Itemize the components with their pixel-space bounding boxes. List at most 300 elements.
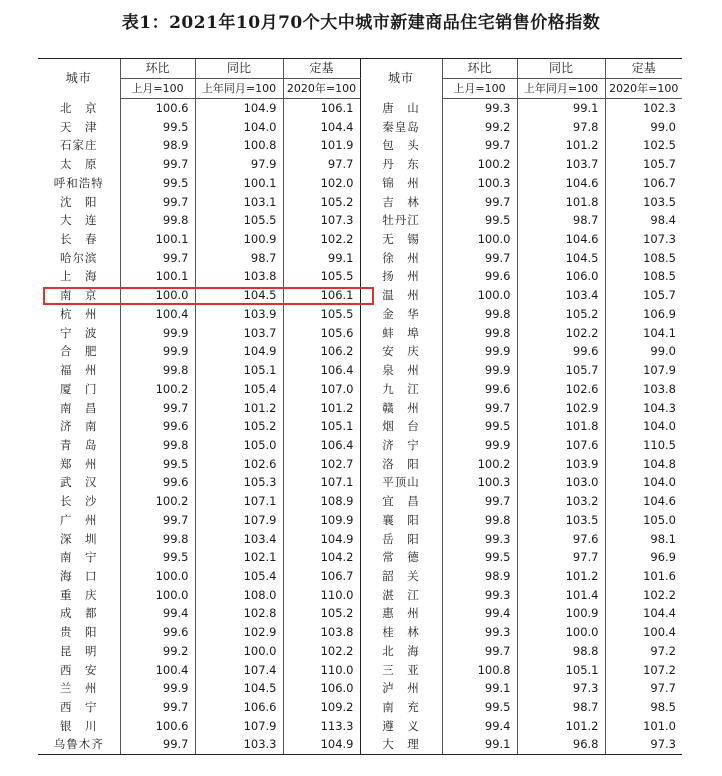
left-yoy-cell: 98.7	[195, 249, 283, 268]
left-fixed-cell: 105.5	[283, 305, 360, 324]
right-city-cell: 北 海	[360, 642, 442, 661]
left-fixed-cell: 97.7	[283, 155, 360, 174]
right-city-cell: 锦 州	[360, 174, 442, 193]
left-city-cell: 长 沙	[60, 494, 98, 509]
left-fixed-cell: 102.2	[283, 642, 360, 661]
right-mom-cell: 99.4	[442, 717, 517, 736]
right-yoy-cell: 103.5	[517, 511, 605, 530]
table-row	[38, 249, 682, 268]
right-fixed-cell: 104.4	[605, 604, 682, 623]
right-city-cell: 岳 阳	[360, 530, 442, 549]
left-yoy-cell: 107.1	[195, 492, 283, 511]
right-fixed-cell: 97.2	[605, 642, 682, 661]
header-mom: 环比	[442, 59, 517, 79]
right-fixed-cell: 98.5	[605, 698, 682, 717]
table-row	[38, 174, 682, 193]
left-fixed-cell: 108.9	[283, 492, 360, 511]
right-fixed-cell: 97.7	[605, 679, 682, 698]
left-mom-cell: 99.7	[120, 735, 195, 754]
right-city-cell: 济 宁	[360, 436, 442, 455]
left-fixed-cell: 105.5	[283, 267, 360, 286]
left-fixed-cell: 109.9	[283, 511, 360, 530]
left-city-cell: 南 京	[60, 288, 98, 303]
left-fixed-cell: 110.0	[283, 586, 360, 605]
left-mom-cell: 99.8	[120, 530, 195, 549]
table-row	[38, 417, 682, 436]
right-city-cell: 赣 州	[360, 399, 442, 418]
table-row	[38, 342, 682, 361]
right-fixed-cell: 101.6	[605, 567, 682, 586]
table-row	[38, 267, 682, 286]
right-fixed-cell: 98.1	[605, 530, 682, 549]
left-city-cell: 郑 州	[60, 456, 98, 471]
right-fixed-cell: 96.9	[605, 548, 682, 567]
left-fixed-cell: 105.2	[283, 604, 360, 623]
left-city-cell: 昆 明	[60, 643, 98, 658]
right-mom-cell: 99.6	[442, 267, 517, 286]
header-yoy-base: 上年同月=100	[517, 79, 605, 99]
header-fixed: 定基	[605, 59, 682, 79]
header-yoy-base: 上年同月=100	[195, 79, 283, 99]
left-city-cell: 海 口	[60, 568, 98, 583]
table-row	[38, 361, 682, 380]
right-city-cell: 徐 州	[360, 249, 442, 268]
right-yoy-cell: 100.9	[517, 604, 605, 623]
right-yoy-cell: 98.8	[517, 642, 605, 661]
left-mom-cell: 99.7	[120, 511, 195, 530]
right-fixed-cell: 103.8	[605, 380, 682, 399]
right-mom-cell: 99.1	[442, 679, 517, 698]
left-city-cell: 西 安	[60, 662, 98, 677]
left-yoy-cell: 97.9	[195, 155, 283, 174]
left-mom-cell: 99.8	[120, 436, 195, 455]
right-yoy-cell: 106.0	[517, 267, 605, 286]
right-yoy-cell: 97.7	[517, 548, 605, 567]
left-yoy-cell: 104.9	[195, 342, 283, 361]
left-fixed-cell: 106.1	[283, 99, 360, 118]
right-mom-cell: 99.7	[442, 492, 517, 511]
right-fixed-cell: 107.9	[605, 361, 682, 380]
right-city-cell: 泉 州	[360, 361, 442, 380]
right-city-cell: 温 州	[360, 286, 442, 305]
left-yoy-cell: 105.5	[195, 211, 283, 230]
table-row	[38, 286, 682, 305]
left-city-cell: 天 津	[60, 119, 98, 134]
header-fixed: 定基	[283, 59, 360, 79]
left-city-cell: 哈尔滨	[60, 250, 98, 265]
right-mom-cell: 100.8	[442, 661, 517, 680]
left-city-cell: 大 连	[60, 213, 98, 228]
right-yoy-cell: 101.8	[517, 417, 605, 436]
left-mom-cell: 100.0	[120, 567, 195, 586]
left-city-cell: 重 庆	[60, 587, 98, 602]
left-mom-cell: 99.9	[120, 342, 195, 361]
right-city-cell: 大 理	[360, 735, 442, 754]
table-row	[38, 586, 682, 605]
right-yoy-cell: 103.9	[517, 455, 605, 474]
left-yoy-cell: 105.0	[195, 436, 283, 455]
left-yoy-cell: 100.9	[195, 230, 283, 249]
left-yoy-cell: 104.5	[195, 286, 283, 305]
table-row	[38, 155, 682, 174]
left-fixed-cell: 113.3	[283, 717, 360, 736]
left-fixed-cell: 109.2	[283, 698, 360, 717]
right-city-cell: 安 庆	[360, 342, 442, 361]
left-yoy-cell: 100.1	[195, 174, 283, 193]
right-fixed-cell: 108.5	[605, 249, 682, 268]
table-row	[38, 99, 682, 118]
right-city-cell: 韶 关	[360, 567, 442, 586]
right-city-cell: 宜 昌	[360, 492, 442, 511]
right-fixed-cell: 105.7	[605, 286, 682, 305]
left-fixed-cell: 107.1	[283, 473, 360, 492]
right-city-cell: 秦皇岛	[360, 118, 442, 137]
left-mom-cell: 99.9	[120, 679, 195, 698]
left-mom-cell: 100.2	[120, 492, 195, 511]
right-fixed-cell: 104.3	[605, 399, 682, 418]
left-mom-cell: 99.4	[120, 604, 195, 623]
left-mom-cell: 99.6	[120, 473, 195, 492]
left-mom-cell: 99.5	[120, 174, 195, 193]
left-yoy-cell: 103.4	[195, 530, 283, 549]
left-mom-cell: 100.4	[120, 305, 195, 324]
table-row	[38, 230, 682, 249]
right-mom-cell: 99.3	[442, 586, 517, 605]
left-mom-cell: 99.7	[120, 249, 195, 268]
table-row	[38, 661, 682, 680]
left-fixed-cell: 106.4	[283, 436, 360, 455]
left-city-cell: 厦 门	[60, 381, 98, 396]
left-fixed-cell: 106.2	[283, 342, 360, 361]
left-city-cell: 长 春	[60, 232, 98, 247]
left-mom-cell: 99.9	[120, 324, 195, 343]
right-mom-cell: 99.3	[442, 530, 517, 549]
left-mom-cell: 99.7	[120, 698, 195, 717]
left-mom-cell: 98.9	[120, 136, 195, 155]
left-city-cell: 银 川	[60, 718, 98, 733]
header-city: 城市	[360, 59, 442, 99]
right-mom-cell: 98.9	[442, 567, 517, 586]
left-yoy-cell: 107.9	[195, 511, 283, 530]
left-mom-cell: 100.6	[120, 99, 195, 118]
left-city-cell: 南 昌	[60, 400, 98, 415]
right-city-cell: 平顶山	[360, 473, 442, 492]
right-city-cell: 湛 江	[360, 586, 442, 605]
right-yoy-cell: 103.0	[517, 473, 605, 492]
left-city-cell: 杭 州	[60, 306, 98, 321]
left-city-cell: 乌鲁木齐	[38, 735, 120, 754]
right-mom-cell: 100.0	[442, 230, 517, 249]
right-fixed-cell: 103.5	[605, 193, 682, 212]
price-index-table	[38, 58, 682, 755]
right-city-cell: 常 德	[360, 548, 442, 567]
table-row	[38, 399, 682, 418]
right-mom-cell: 99.9	[442, 361, 517, 380]
right-yoy-cell: 99.6	[517, 342, 605, 361]
left-city-cell: 合 肥	[60, 344, 98, 359]
right-city-cell: 烟 台	[360, 417, 442, 436]
right-mom-cell: 99.3	[442, 623, 517, 642]
table-row	[38, 455, 682, 474]
table-row	[38, 305, 682, 324]
header-mom: 环比	[120, 59, 195, 79]
left-mom-cell: 99.2	[120, 642, 195, 661]
right-fixed-cell: 108.5	[605, 267, 682, 286]
right-city-cell: 扬 州	[360, 267, 442, 286]
right-mom-cell: 99.9	[442, 436, 517, 455]
right-yoy-cell: 101.2	[517, 567, 605, 586]
right-mom-cell: 99.5	[442, 417, 517, 436]
right-fixed-cell: 107.3	[605, 230, 682, 249]
left-mom-cell: 99.6	[120, 417, 195, 436]
right-mom-cell: 99.1	[442, 735, 517, 754]
table-row	[38, 717, 682, 736]
right-fixed-cell: 104.8	[605, 455, 682, 474]
left-city-cell: 深 圳	[60, 531, 98, 546]
right-city-cell: 三 亚	[360, 661, 442, 680]
right-yoy-cell: 107.6	[517, 436, 605, 455]
right-city-cell: 吉 林	[360, 193, 442, 212]
right-fixed-cell: 104.0	[605, 417, 682, 436]
right-mom-cell: 99.9	[442, 342, 517, 361]
left-fixed-cell: 106.0	[283, 679, 360, 698]
left-fixed-cell: 104.9	[283, 530, 360, 549]
left-fixed-cell: 104.4	[283, 118, 360, 137]
left-fixed-cell: 104.9	[283, 735, 360, 754]
right-yoy-cell: 100.0	[517, 623, 605, 642]
table-row	[38, 118, 682, 137]
left-yoy-cell: 104.5	[195, 679, 283, 698]
left-fixed-cell: 102.2	[283, 230, 360, 249]
right-yoy-cell: 104.5	[517, 249, 605, 268]
table-row	[38, 623, 682, 642]
left-fixed-cell: 106.7	[283, 567, 360, 586]
right-mom-cell: 100.2	[442, 455, 517, 474]
right-yoy-cell: 97.8	[517, 118, 605, 137]
left-fixed-cell: 105.2	[283, 193, 360, 212]
left-yoy-cell: 105.4	[195, 567, 283, 586]
right-fixed-cell: 104.6	[605, 492, 682, 511]
table-row	[38, 548, 682, 567]
right-city-cell: 桂 林	[360, 623, 442, 642]
header-yoy: 同比	[195, 59, 283, 79]
right-fixed-cell: 104.0	[605, 473, 682, 492]
right-mom-cell: 99.7	[442, 193, 517, 212]
table-row	[38, 473, 682, 492]
left-mom-cell: 100.1	[120, 230, 195, 249]
left-fixed-cell: 101.9	[283, 136, 360, 155]
right-yoy-cell: 98.7	[517, 211, 605, 230]
right-fixed-cell: 98.4	[605, 211, 682, 230]
header-fixed-base: 2020年=100	[283, 79, 360, 99]
right-yoy-cell: 102.6	[517, 380, 605, 399]
left-city-cell: 青 岛	[60, 437, 98, 452]
right-fixed-cell: 106.9	[605, 305, 682, 324]
right-city-cell: 包 头	[360, 136, 442, 155]
left-city-cell: 济 南	[60, 419, 98, 434]
table-row	[38, 511, 682, 530]
table-row	[38, 436, 682, 455]
left-city-cell: 贵 阳	[60, 625, 98, 640]
right-city-cell: 惠 州	[360, 604, 442, 623]
right-mom-cell: 99.5	[442, 698, 517, 717]
left-yoy-cell: 105.4	[195, 380, 283, 399]
right-yoy-cell: 103.4	[517, 286, 605, 305]
right-fixed-cell: 104.1	[605, 324, 682, 343]
right-fixed-cell: 101.0	[605, 717, 682, 736]
right-city-cell: 遵 义	[360, 717, 442, 736]
right-yoy-cell: 101.2	[517, 717, 605, 736]
left-yoy-cell: 102.8	[195, 604, 283, 623]
right-yoy-cell: 102.2	[517, 324, 605, 343]
left-city-cell: 福 州	[60, 363, 98, 378]
right-fixed-cell: 105.7	[605, 155, 682, 174]
left-yoy-cell: 105.1	[195, 361, 283, 380]
right-city-cell: 九 江	[360, 380, 442, 399]
left-city-cell: 太 原	[60, 157, 98, 172]
left-mom-cell: 100.6	[120, 717, 195, 736]
left-yoy-cell: 105.2	[195, 417, 283, 436]
right-city-cell: 襄 阳	[360, 511, 442, 530]
left-yoy-cell: 103.3	[195, 735, 283, 754]
table-row	[38, 193, 682, 212]
left-yoy-cell: 102.9	[195, 623, 283, 642]
left-yoy-cell: 102.6	[195, 455, 283, 474]
right-city-cell: 唐 山	[360, 99, 442, 118]
left-yoy-cell: 104.0	[195, 118, 283, 137]
left-mom-cell: 100.0	[120, 586, 195, 605]
right-fixed-cell: 100.4	[605, 623, 682, 642]
table-row	[38, 679, 682, 698]
left-yoy-cell: 108.0	[195, 586, 283, 605]
left-mom-cell: 99.8	[120, 211, 195, 230]
table-title: 表1：2021年10月70个大中城市新建商品住宅销售价格指数	[121, 13, 601, 33]
left-yoy-cell: 103.1	[195, 193, 283, 212]
left-fixed-cell: 103.8	[283, 623, 360, 642]
table-row	[38, 642, 682, 661]
left-city-cell: 南 宁	[60, 550, 98, 565]
table-row	[38, 735, 682, 754]
right-mom-cell: 100.2	[442, 155, 517, 174]
table-row	[38, 211, 682, 230]
right-yoy-cell: 105.2	[517, 305, 605, 324]
left-city-cell: 上 海	[60, 269, 98, 284]
left-mom-cell: 100.0	[120, 286, 195, 305]
left-yoy-cell: 103.7	[195, 324, 283, 343]
right-fixed-cell: 99.0	[605, 118, 682, 137]
right-fixed-cell: 102.2	[605, 586, 682, 605]
table-row	[38, 492, 682, 511]
left-mom-cell: 99.5	[120, 455, 195, 474]
left-mom-cell: 99.7	[120, 193, 195, 212]
right-mom-cell: 99.2	[442, 118, 517, 137]
left-mom-cell: 100.2	[120, 380, 195, 399]
left-fixed-cell: 110.0	[283, 661, 360, 680]
left-fixed-cell: 105.6	[283, 324, 360, 343]
left-city-cell: 成 都	[60, 606, 98, 621]
table-row	[38, 324, 682, 343]
left-city-cell: 沈 阳	[60, 194, 98, 209]
table-row	[38, 530, 682, 549]
left-yoy-cell: 107.4	[195, 661, 283, 680]
right-mom-cell: 100.3	[442, 174, 517, 193]
right-yoy-cell: 97.3	[517, 679, 605, 698]
left-mom-cell: 99.7	[120, 399, 195, 418]
right-fixed-cell: 106.7	[605, 174, 682, 193]
left-city-cell: 兰 州	[60, 681, 98, 696]
right-yoy-cell: 98.7	[517, 698, 605, 717]
left-fixed-cell: 102.0	[283, 174, 360, 193]
right-yoy-cell: 103.7	[517, 155, 605, 174]
left-yoy-cell: 103.8	[195, 267, 283, 286]
right-fixed-cell: 102.3	[605, 99, 682, 118]
left-yoy-cell: 100.0	[195, 642, 283, 661]
right-fixed-cell: 105.0	[605, 511, 682, 530]
right-mom-cell: 99.5	[442, 548, 517, 567]
left-mom-cell: 100.1	[120, 267, 195, 286]
right-city-cell: 丹 东	[360, 155, 442, 174]
right-fixed-cell: 107.2	[605, 661, 682, 680]
right-city-cell: 牡丹江	[360, 211, 442, 230]
left-fixed-cell: 99.1	[283, 249, 360, 268]
right-fixed-cell: 110.5	[605, 436, 682, 455]
right-yoy-cell: 102.9	[517, 399, 605, 418]
right-city-cell: 金 华	[360, 305, 442, 324]
right-mom-cell: 100.3	[442, 473, 517, 492]
right-yoy-cell: 97.6	[517, 530, 605, 549]
left-fixed-cell: 107.3	[283, 211, 360, 230]
left-fixed-cell: 106.4	[283, 361, 360, 380]
left-mom-cell: 100.4	[120, 661, 195, 680]
right-mom-cell: 99.6	[442, 380, 517, 399]
right-yoy-cell: 96.8	[517, 735, 605, 754]
left-yoy-cell: 103.9	[195, 305, 283, 324]
left-city-cell: 石家庄	[60, 138, 98, 153]
right-yoy-cell: 104.6	[517, 174, 605, 193]
left-fixed-cell: 105.1	[283, 417, 360, 436]
left-yoy-cell: 102.1	[195, 548, 283, 567]
left-fixed-cell: 104.2	[283, 548, 360, 567]
right-yoy-cell: 103.2	[517, 492, 605, 511]
right-city-cell: 泸 州	[360, 679, 442, 698]
left-mom-cell: 99.8	[120, 361, 195, 380]
right-yoy-cell: 101.2	[517, 136, 605, 155]
right-mom-cell: 100.0	[442, 286, 517, 305]
left-fixed-cell: 106.1	[283, 286, 360, 305]
left-city-cell: 北 京	[60, 100, 98, 115]
header-mom-base: 上月=100	[442, 79, 517, 99]
left-yoy-cell: 100.8	[195, 136, 283, 155]
left-yoy-cell: 107.9	[195, 717, 283, 736]
right-fixed-cell: 99.0	[605, 342, 682, 361]
right-yoy-cell: 105.7	[517, 361, 605, 380]
right-fixed-cell: 97.3	[605, 735, 682, 754]
right-mom-cell: 99.7	[442, 642, 517, 661]
table-row	[38, 136, 682, 155]
left-city-cell: 宁 波	[60, 325, 98, 340]
table-row	[38, 380, 682, 399]
right-mom-cell: 99.4	[442, 604, 517, 623]
left-yoy-cell: 105.3	[195, 473, 283, 492]
left-yoy-cell: 106.6	[195, 698, 283, 717]
table-row	[38, 567, 682, 586]
table-row	[38, 698, 682, 717]
right-fixed-cell: 102.5	[605, 136, 682, 155]
table-row	[38, 604, 682, 623]
right-yoy-cell: 99.1	[517, 99, 605, 118]
right-mom-cell: 99.7	[442, 399, 517, 418]
right-mom-cell: 99.8	[442, 324, 517, 343]
